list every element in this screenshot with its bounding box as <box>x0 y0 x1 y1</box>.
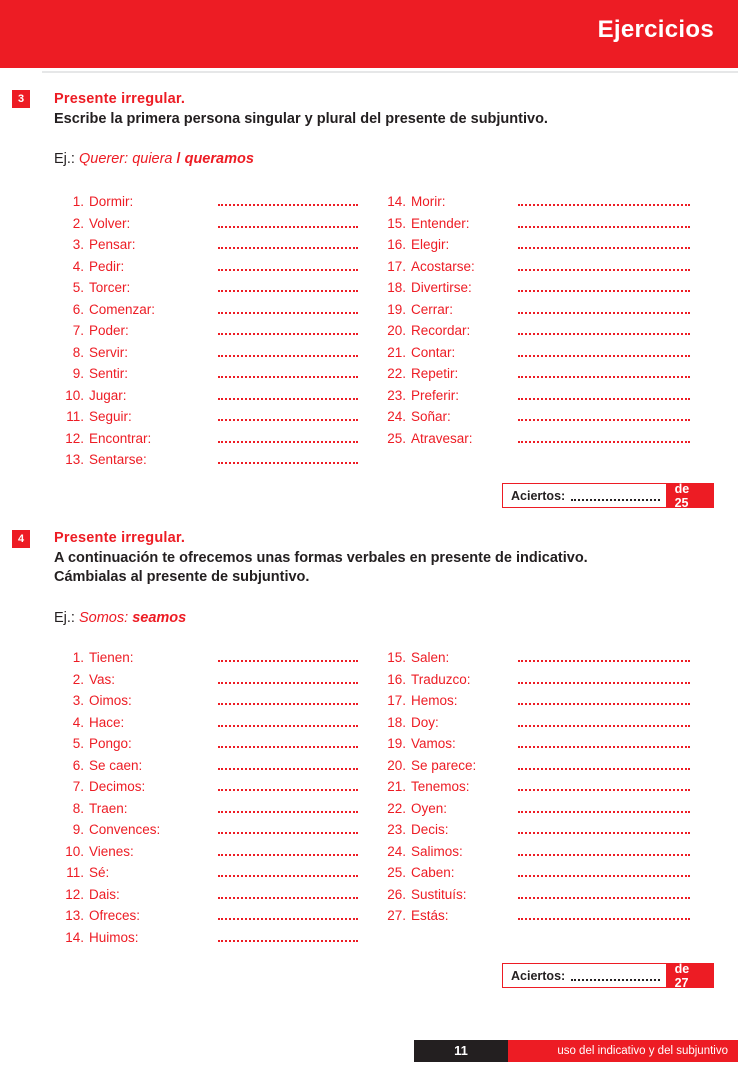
item-word: Decis: <box>411 822 449 837</box>
list-item[interactable] <box>380 777 690 799</box>
exercise-4-score-box <box>502 963 714 988</box>
item-word: Comenzar: <box>89 301 156 317</box>
answer-blank[interactable] <box>518 648 690 662</box>
item-word: Pedir: <box>89 258 125 274</box>
list-item[interactable] <box>58 192 358 214</box>
item-word: Vamos: <box>411 736 456 751</box>
exercise-4-left-column <box>58 648 358 949</box>
list-item[interactable] <box>380 670 690 692</box>
item-word: Sustituís: <box>411 886 467 902</box>
answer-blank[interactable] <box>518 257 690 271</box>
list-item[interactable] <box>58 842 358 864</box>
list-item[interactable] <box>380 799 690 821</box>
list-item[interactable] <box>380 214 690 236</box>
item-number: 12. <box>65 430 84 446</box>
score-total: de 25 <box>666 484 713 507</box>
item-number: 9. <box>72 366 84 381</box>
list-item[interactable] <box>58 429 358 451</box>
item-word: Pongo: <box>89 736 132 751</box>
item-word: Contar: <box>411 344 456 360</box>
answer-blank[interactable] <box>218 364 358 378</box>
item-number: 14. <box>387 194 406 209</box>
item-word: Vienes: <box>89 843 134 859</box>
answer-blank[interactable] <box>218 343 358 357</box>
item-number: 6. <box>72 757 84 773</box>
item-word: Elegir: <box>411 237 450 252</box>
answer-blank[interactable] <box>518 278 690 292</box>
item-number: 11. <box>66 409 84 424</box>
item-number: 27. <box>387 908 406 923</box>
answer-blank[interactable] <box>218 777 358 791</box>
score-label: Aciertos: <box>511 488 566 503</box>
item-word: Doy: <box>411 714 439 730</box>
answer-blank[interactable] <box>218 214 358 228</box>
item-number: 19. <box>387 736 406 751</box>
item-word: Dormir: <box>89 194 134 209</box>
answer-blank[interactable] <box>218 799 358 813</box>
answer-blank[interactable] <box>218 192 358 206</box>
page-title: Ejercicios <box>597 16 714 43</box>
answer-blank[interactable] <box>518 906 690 920</box>
item-word: Huimos: <box>89 929 139 945</box>
answer-blank[interactable] <box>518 734 690 748</box>
answer-blank[interactable] <box>218 670 358 684</box>
list-item[interactable] <box>380 278 690 300</box>
item-word: Recordar: <box>411 323 471 338</box>
item-word: Se caen: <box>89 757 143 773</box>
item-number: 8. <box>72 344 84 360</box>
item-number: 20. <box>387 757 406 773</box>
list-item[interactable] <box>58 777 358 799</box>
item-word: Traduzco: <box>411 671 471 687</box>
list-item[interactable] <box>58 863 358 885</box>
item-number: 1. <box>72 194 84 209</box>
answer-blank[interactable] <box>218 820 358 834</box>
list-item[interactable] <box>58 278 358 300</box>
footer-page-number: 11 <box>414 1040 508 1062</box>
list-item[interactable] <box>380 713 690 735</box>
item-word: Traen: <box>89 800 128 816</box>
answer-blank[interactable] <box>518 842 690 856</box>
answer-blank[interactable] <box>518 343 690 357</box>
item-word: Soñar: <box>411 409 451 424</box>
item-number: 25. <box>387 865 406 880</box>
item-number: 10. <box>65 843 84 859</box>
list-item[interactable] <box>58 820 358 842</box>
example-answer: seamos <box>132 610 187 626</box>
list-item[interactable] <box>380 820 690 842</box>
score-blank[interactable] <box>571 979 659 981</box>
list-item[interactable] <box>380 364 690 386</box>
item-word: Hemos: <box>411 693 458 708</box>
answer-blank[interactable] <box>218 885 358 899</box>
item-number: 22. <box>387 800 406 816</box>
item-word: Atravesar: <box>411 430 473 446</box>
answer-blank[interactable] <box>218 734 358 748</box>
answer-blank[interactable] <box>518 192 690 206</box>
list-item[interactable] <box>58 799 358 821</box>
item-number: 5. <box>72 736 84 751</box>
answer-blank[interactable] <box>518 713 690 727</box>
item-number: 12. <box>65 886 84 902</box>
list-item[interactable] <box>380 906 690 928</box>
exercise-4-example <box>54 610 186 626</box>
list-item[interactable] <box>58 386 358 408</box>
list-item[interactable] <box>58 648 358 670</box>
item-word: Convences: <box>89 822 161 837</box>
item-word: Estás: <box>411 908 449 923</box>
answer-blank[interactable] <box>218 691 358 705</box>
example-answer-singular: quiera <box>132 151 173 167</box>
answer-blank[interactable] <box>518 670 690 684</box>
example-separator: / <box>176 151 181 167</box>
list-item[interactable] <box>380 300 690 322</box>
item-number: 3. <box>72 693 84 708</box>
item-number: 17. <box>387 693 406 708</box>
answer-blank[interactable] <box>218 429 358 443</box>
exercise-3-instruction: Escribe la primera persona singular y plural del presente de subjuntivo. <box>54 111 548 127</box>
item-word: Seguir: <box>89 409 132 424</box>
item-word: Oimos: <box>89 693 132 708</box>
list-item[interactable] <box>58 364 358 386</box>
answer-blank[interactable] <box>518 756 690 770</box>
item-number: 23. <box>387 387 406 403</box>
item-number: 21. <box>387 779 406 794</box>
item-number: 4. <box>72 258 84 274</box>
item-number: 1. <box>72 650 84 665</box>
list-item[interactable] <box>380 386 690 408</box>
item-word: Decimos: <box>89 779 146 794</box>
answer-blank[interactable] <box>518 300 690 314</box>
item-word: Repetir: <box>411 366 459 381</box>
item-number: 24. <box>387 409 406 424</box>
exercise-4-instruction-line2: Cámbialas al presente de subjuntivo. <box>54 569 310 585</box>
answer-blank[interactable] <box>218 235 358 249</box>
item-word: Torcer: <box>89 280 131 295</box>
item-word: Sentarse: <box>89 452 147 467</box>
list-item[interactable] <box>58 928 358 950</box>
item-number: 18. <box>387 280 406 295</box>
item-number: 7. <box>72 323 84 338</box>
item-word: Pensar: <box>89 237 136 252</box>
item-number: 13. <box>65 908 84 923</box>
item-number: 5. <box>72 280 84 295</box>
exercise-4-title: Presente irregular. <box>54 530 186 546</box>
list-item[interactable] <box>58 885 358 907</box>
list-item[interactable] <box>380 842 690 864</box>
answer-blank[interactable] <box>518 820 690 834</box>
list-item[interactable] <box>58 343 358 365</box>
answer-blank[interactable] <box>218 300 358 314</box>
item-number: 22. <box>387 366 406 381</box>
score-blank[interactable] <box>571 499 659 501</box>
item-number: 3. <box>72 237 84 252</box>
answer-blank[interactable] <box>218 863 358 877</box>
example-answer-plural: queramos <box>184 151 254 167</box>
exercise-3-title: Presente irregular. <box>54 91 186 107</box>
answer-blank[interactable] <box>518 691 690 705</box>
score-total: de 27 <box>666 964 713 987</box>
list-item[interactable] <box>380 407 690 429</box>
answer-blank[interactable] <box>218 906 358 920</box>
answer-blank[interactable] <box>518 214 690 228</box>
item-number: 16. <box>387 671 406 687</box>
exercise-3-score-box <box>502 483 714 508</box>
item-word: Tenemos: <box>411 779 470 794</box>
item-number: 21. <box>387 344 406 360</box>
item-number: 4. <box>72 714 84 730</box>
list-item[interactable] <box>380 734 690 756</box>
item-word: Poder: <box>89 323 129 338</box>
answer-blank[interactable] <box>518 885 690 899</box>
item-word: Salen: <box>411 650 450 665</box>
answer-blank[interactable] <box>518 321 690 335</box>
list-item[interactable] <box>58 214 358 236</box>
item-word: Caben: <box>411 865 455 880</box>
item-number: 18. <box>387 714 406 730</box>
list-item[interactable] <box>58 321 358 343</box>
item-number: 25. <box>387 430 406 446</box>
answer-blank[interactable] <box>518 777 690 791</box>
list-item[interactable] <box>380 343 690 365</box>
item-word: Se parece: <box>411 757 477 773</box>
item-number: 10. <box>65 387 84 403</box>
list-item[interactable] <box>58 756 358 778</box>
answer-blank[interactable] <box>218 713 358 727</box>
item-number: 16. <box>387 237 406 252</box>
answer-blank[interactable] <box>518 235 690 249</box>
answer-blank[interactable] <box>218 648 358 662</box>
footer-section-label: uso del indicativo y del subjuntivo <box>508 1040 738 1062</box>
list-item[interactable] <box>58 734 358 756</box>
list-item[interactable] <box>58 713 358 735</box>
item-number: 20. <box>387 323 406 338</box>
list-item[interactable] <box>380 429 690 451</box>
list-item[interactable] <box>380 756 690 778</box>
exercise-4-instruction-line1: A continuación te ofrecemos unas formas verbales en presente de indicativo. <box>54 550 588 566</box>
example-label: Ej.: <box>54 151 75 167</box>
list-item[interactable] <box>58 670 358 692</box>
list-item[interactable] <box>58 235 358 257</box>
item-word: Cerrar: <box>411 301 454 317</box>
header-rule-shadow <box>42 71 738 73</box>
exercise-4-number: 4 <box>12 530 30 548</box>
item-word: Entender: <box>411 215 470 231</box>
answer-blank[interactable] <box>518 386 690 400</box>
item-word: Dais: <box>89 886 120 902</box>
example-verb: Querer: <box>78 151 129 167</box>
item-word: Vas: <box>89 671 116 687</box>
item-word: Divertirse: <box>411 280 472 295</box>
list-item[interactable] <box>58 450 358 472</box>
exercise-3-right-column <box>380 192 690 450</box>
item-number: 2. <box>72 215 84 231</box>
item-word: Hace: <box>89 714 125 730</box>
list-item[interactable] <box>380 863 690 885</box>
answer-blank[interactable] <box>218 321 358 335</box>
item-word: Sentir: <box>89 366 129 381</box>
item-number: 24. <box>387 843 406 859</box>
item-number: 2. <box>72 671 84 687</box>
exercise-3-left-column <box>58 192 358 472</box>
list-item[interactable] <box>58 300 358 322</box>
list-item[interactable] <box>380 257 690 279</box>
item-word: Sé: <box>89 865 110 880</box>
answer-blank[interactable] <box>218 278 358 292</box>
answer-blank[interactable] <box>218 407 358 421</box>
item-number: 15. <box>387 650 406 665</box>
answer-blank[interactable] <box>218 450 358 464</box>
item-number: 13. <box>65 452 84 467</box>
item-word: Servir: <box>89 344 129 360</box>
list-item[interactable] <box>58 691 358 713</box>
item-number: 9. <box>72 822 84 837</box>
exercise-3-example <box>54 151 254 167</box>
example-verb: Somos: <box>78 610 129 626</box>
list-item[interactable] <box>380 691 690 713</box>
item-word: Salimos: <box>411 843 463 859</box>
score-label: Aciertos: <box>511 968 566 983</box>
exercise-4-right-column <box>380 648 690 928</box>
item-word: Oyen: <box>411 800 448 816</box>
item-word: Preferir: <box>411 387 460 403</box>
item-number: 15. <box>387 215 406 231</box>
answer-blank[interactable] <box>518 799 690 813</box>
item-word: Ofreces: <box>89 908 141 923</box>
answer-blank[interactable] <box>218 928 358 942</box>
list-item[interactable] <box>380 192 690 214</box>
answer-blank[interactable] <box>218 756 358 770</box>
item-number: 19. <box>387 301 406 317</box>
item-number: 7. <box>72 779 84 794</box>
list-item[interactable] <box>380 321 690 343</box>
list-item[interactable] <box>380 885 690 907</box>
exercise-3-number: 3 <box>12 90 30 108</box>
answer-blank[interactable] <box>518 364 690 378</box>
list-item[interactable] <box>380 648 690 670</box>
answer-blank[interactable] <box>518 863 690 877</box>
answer-blank[interactable] <box>218 386 358 400</box>
item-number: 17. <box>387 258 406 274</box>
item-word: Morir: <box>411 194 446 209</box>
item-number: 8. <box>72 800 84 816</box>
list-item[interactable] <box>58 257 358 279</box>
answer-blank[interactable] <box>218 842 358 856</box>
item-word: Tienen: <box>89 650 134 665</box>
answer-blank[interactable] <box>218 257 358 271</box>
list-item[interactable] <box>58 906 358 928</box>
example-label: Ej.: <box>54 610 75 626</box>
list-item[interactable] <box>58 407 358 429</box>
answer-blank[interactable] <box>518 407 690 421</box>
item-word: Volver: <box>89 215 131 231</box>
list-item[interactable] <box>380 235 690 257</box>
item-number: 26. <box>387 886 406 902</box>
item-number: 23. <box>387 822 406 837</box>
item-word: Acostarse: <box>411 258 475 274</box>
item-word: Encontrar: <box>89 430 152 446</box>
item-number: 6. <box>72 301 84 317</box>
item-word: Jugar: <box>89 387 127 403</box>
item-number: 14. <box>65 929 84 945</box>
item-number: 11. <box>66 865 84 880</box>
answer-blank[interactable] <box>518 429 690 443</box>
